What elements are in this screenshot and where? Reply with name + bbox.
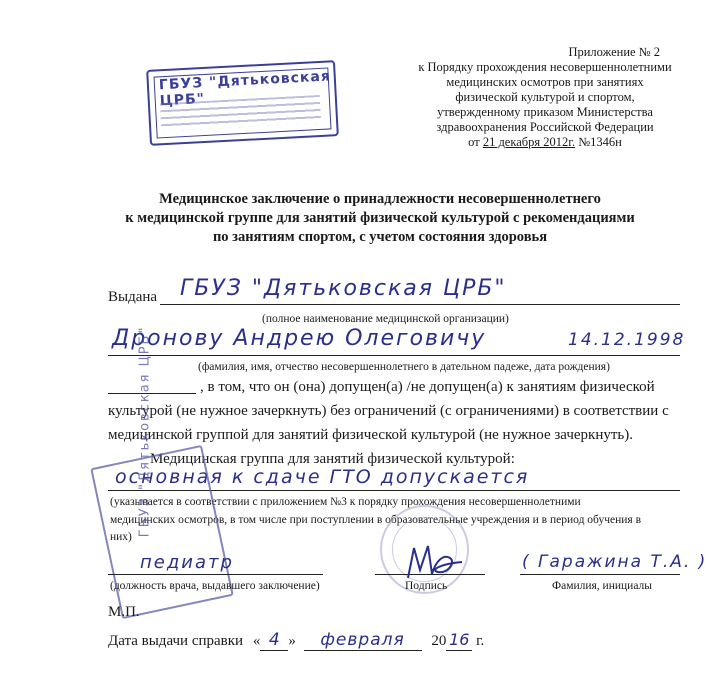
patient-caption: (фамилия, имя, отчество несовершеннолетнего в дательном падеже, дата рождения)	[198, 361, 610, 373]
signature-caption: Подпись	[405, 580, 448, 592]
position-rule	[108, 574, 323, 575]
year-end: г.	[476, 633, 485, 649]
open-quote: «	[252, 633, 261, 649]
year-prefix: 20	[431, 633, 447, 649]
document-title	[80, 190, 680, 247]
annex-line: к Порядку прохождения несовершеннолетними	[418, 60, 672, 74]
admission-line-2: культурой (не нужное зачеркнуть) без ограничений (с ограничениями) в соответствии с	[108, 403, 669, 419]
annex-line: физической культурой и спортом,	[455, 90, 635, 104]
year-value: 16	[449, 630, 470, 649]
day-field	[260, 630, 288, 651]
group-caption-2: медицинских осмотров, в том числе при поступлении в образовательные учреждения и в период обучения в	[110, 514, 641, 526]
issue-date-line	[108, 630, 484, 651]
position-caption: (должность врача, выдавшего заключение)	[110, 580, 320, 592]
group-label: Медицинская группа для занятий физической культурой:	[150, 451, 515, 467]
annex-date-prefix: от	[468, 135, 480, 149]
admission-line-3: медицинской группой для занятий физической культурой (не нужное зачеркнуть).	[108, 427, 633, 443]
stamp-text: ГБУЗ "Дятьковская ЦРБ"	[158, 68, 332, 110]
position-handwritten: педиатр	[140, 552, 234, 573]
title-line: к медицинской группе для занятий физической культурой с рекомендациями	[125, 210, 635, 226]
issued-rule	[160, 304, 680, 305]
issue-date-label: Дата выдачи справки	[108, 633, 244, 649]
annex-title: Приложение № 2	[568, 45, 660, 59]
stamp-place-label: М.П.	[108, 604, 140, 620]
annex-line: утвержденному приказом Министерства	[437, 105, 653, 119]
annex-line: здравоохранения Российской Федерации	[436, 120, 654, 134]
patient-name-handwritten: Дронову Андрею Олеговичу	[112, 326, 487, 351]
doctor-name-value: Гаражина Т.А.	[538, 552, 692, 572]
month-value: февраля	[320, 630, 405, 650]
name-caption: Фамилия, инициалы	[552, 580, 652, 592]
annex-date: 21 декабря 2012г.	[482, 135, 576, 149]
doctor-name-handwritten: ( Гаражина Т.А. )	[522, 552, 707, 572]
annex-line: медицинских осмотров при занятиях	[446, 75, 644, 89]
group-caption-3: них)	[110, 531, 132, 543]
issued-label: Выдана	[108, 289, 158, 305]
vertical-stamp-text: ГБУЗ "Дятьковская ЦРБ"	[137, 325, 153, 538]
year-field	[446, 630, 472, 651]
title-line: Медицинское заключение о принадлежности несовершеннолетнего	[159, 191, 601, 207]
patient-rule	[108, 355, 680, 356]
title-line: по занятиям спортом, с учетом состояния здоровья	[212, 229, 548, 245]
organization-stamp	[146, 60, 339, 146]
name-rule	[520, 574, 680, 575]
annex-header	[400, 45, 690, 150]
annex-date-line	[400, 135, 690, 150]
close-quote: »	[288, 633, 296, 649]
patient-dob-handwritten: 14.12.1998	[568, 330, 686, 350]
month-field	[304, 630, 422, 651]
issued-caption: (полное наименование медицинской организации)	[262, 313, 509, 325]
group-caption-1: (указывается в соответствии с приложением №3 к порядку прохождения несовершеннолетними	[110, 496, 581, 508]
day-value: 4	[268, 630, 280, 650]
admission-line-1: , в том, что он (она) допущен(а) /не допущен(а) к занятиям физической	[200, 379, 655, 395]
annex-number: №1346н	[578, 135, 622, 149]
issued-handwritten: ГБУЗ "Дятьковская ЦРБ"	[180, 276, 507, 301]
group-handwritten: основная к сдаче ГТО допускается	[115, 466, 530, 488]
